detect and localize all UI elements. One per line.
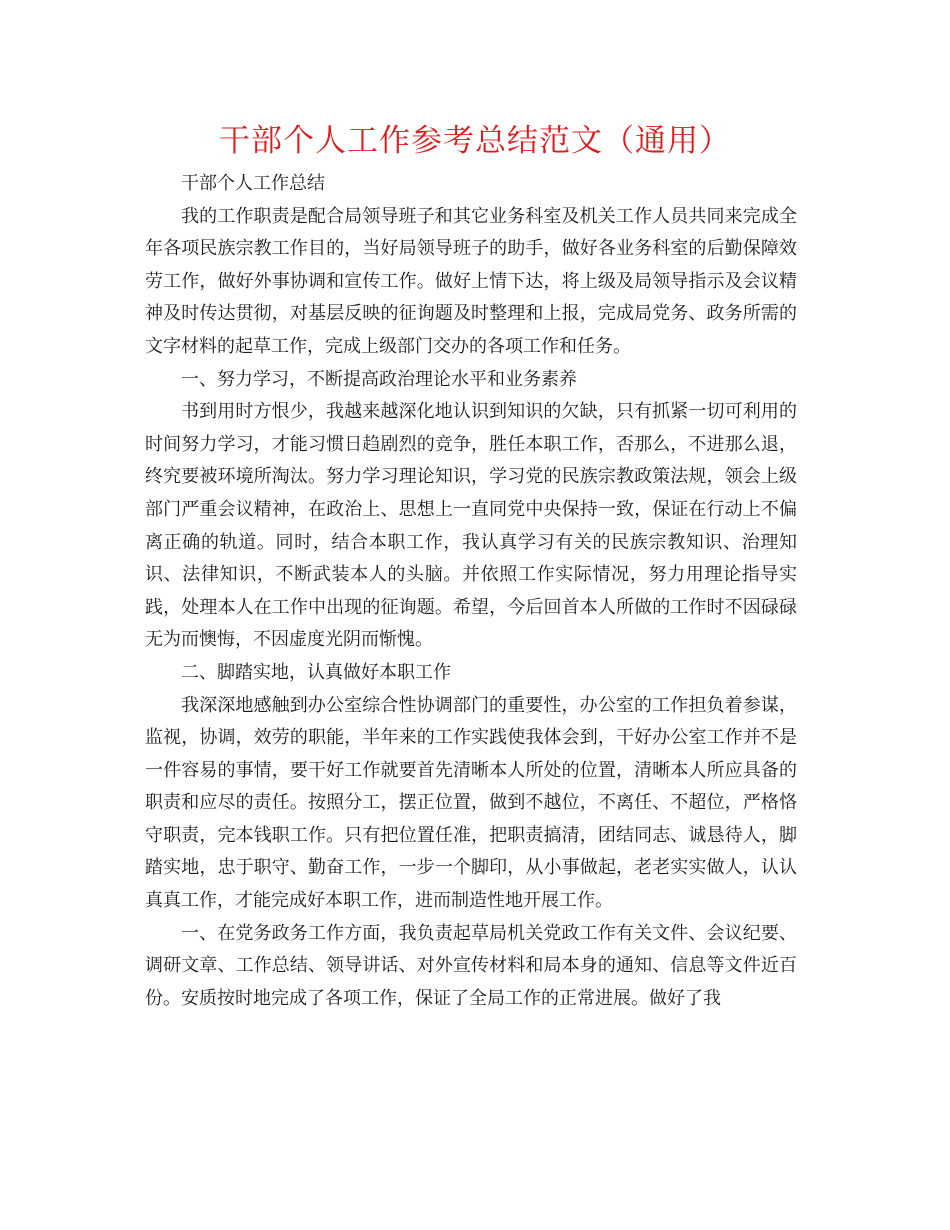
section-heading-study: 一、努力学习，不断提高政治理论水平和业务素养 xyxy=(181,368,577,390)
section-heading-work: 二、脚踏实地，认真做好本职工作 xyxy=(181,661,451,683)
paragraph-party-affairs: 一、在党务政务工作方面，我负责起草局机关党政工作有关文件、会议纪要、调研文章、工作总结、领导讲话、对外宣传材料和局本身的通知、信息等文件近百份。安质按时地完成了各项工作，保证了全局工作的正常进展。做好了我 xyxy=(145,922,797,1009)
paragraph-study: 书到用时方恨少，我越来越深化地认识到知识的欠缺，只有抓紧一切可利用的时间努力学习，才能习惯日趋剧烈的竞争，胜任本职工作，否那么，不进那么退，终究要被环境所淘汰。努力学习理论知识，学习党的民族宗教政策法规，领会上级部门严重会议精神，在政治上、思想上一直同党中央保持一致，保证在行动上不偏离正确的轨道。同时，结合本职工作，我认真学习有关的民族宗教知识、治理知识、法律知识，不断武装本人的头脑。并依照工作实际情况，努力用理论指导实践，处理本人在工作中出现的征询题。希望，今后回首本人所做的工作时不因碌碌无为而懊悔，不因虚度光阴而惭愧。 xyxy=(145,401,797,651)
paragraph-work: 我深深地感触到办公室综合性协调部门的重要性，办公室的工作担负着参谋，监视，协调，效劳的职能，半年来的工作实践使我体会到，干好办公室工作并不是一件容易的事情，要干好工作就要首先清晰本人所处的位置，清晰本人所应具备的职责和应尽的责任。按照分工，摆正位置，做到不越位，不离任、不超位，严格恪守职责，完本钱职工作。只有把位置任准，把职责搞清，团结同志、诚恳待人，脚踏实地，忠于职守、勤奋工作，一步一个脚印，从小事做起，老老实实做人，认认真真工作，才能完成好本职工作，进而制造性地开展工作。 xyxy=(145,694,797,912)
document-title: 干部个人工作参考总结范文（通用） xyxy=(219,123,731,159)
paragraph-duties: 我的工作职责是配合局领导班子和其它业务科室及机关工作人员共同来完成全年各项民族宗教工作目的，当好局领导班子的助手，做好各业务科室的后勤保障效劳工作，做好外事协调和宣传工作。做好上情下达，将上级及局领导指示及会议精神及时传达贯彻，对基层反映的征询题及时整理和上报，完成局党务、政务所需的文字材料的起草工作，完成上级部门交办的各项工作和任务。 xyxy=(145,205,797,357)
paragraph-subtitle: 干部个人工作总结 xyxy=(181,173,325,194)
document-body xyxy=(145,168,797,1015)
